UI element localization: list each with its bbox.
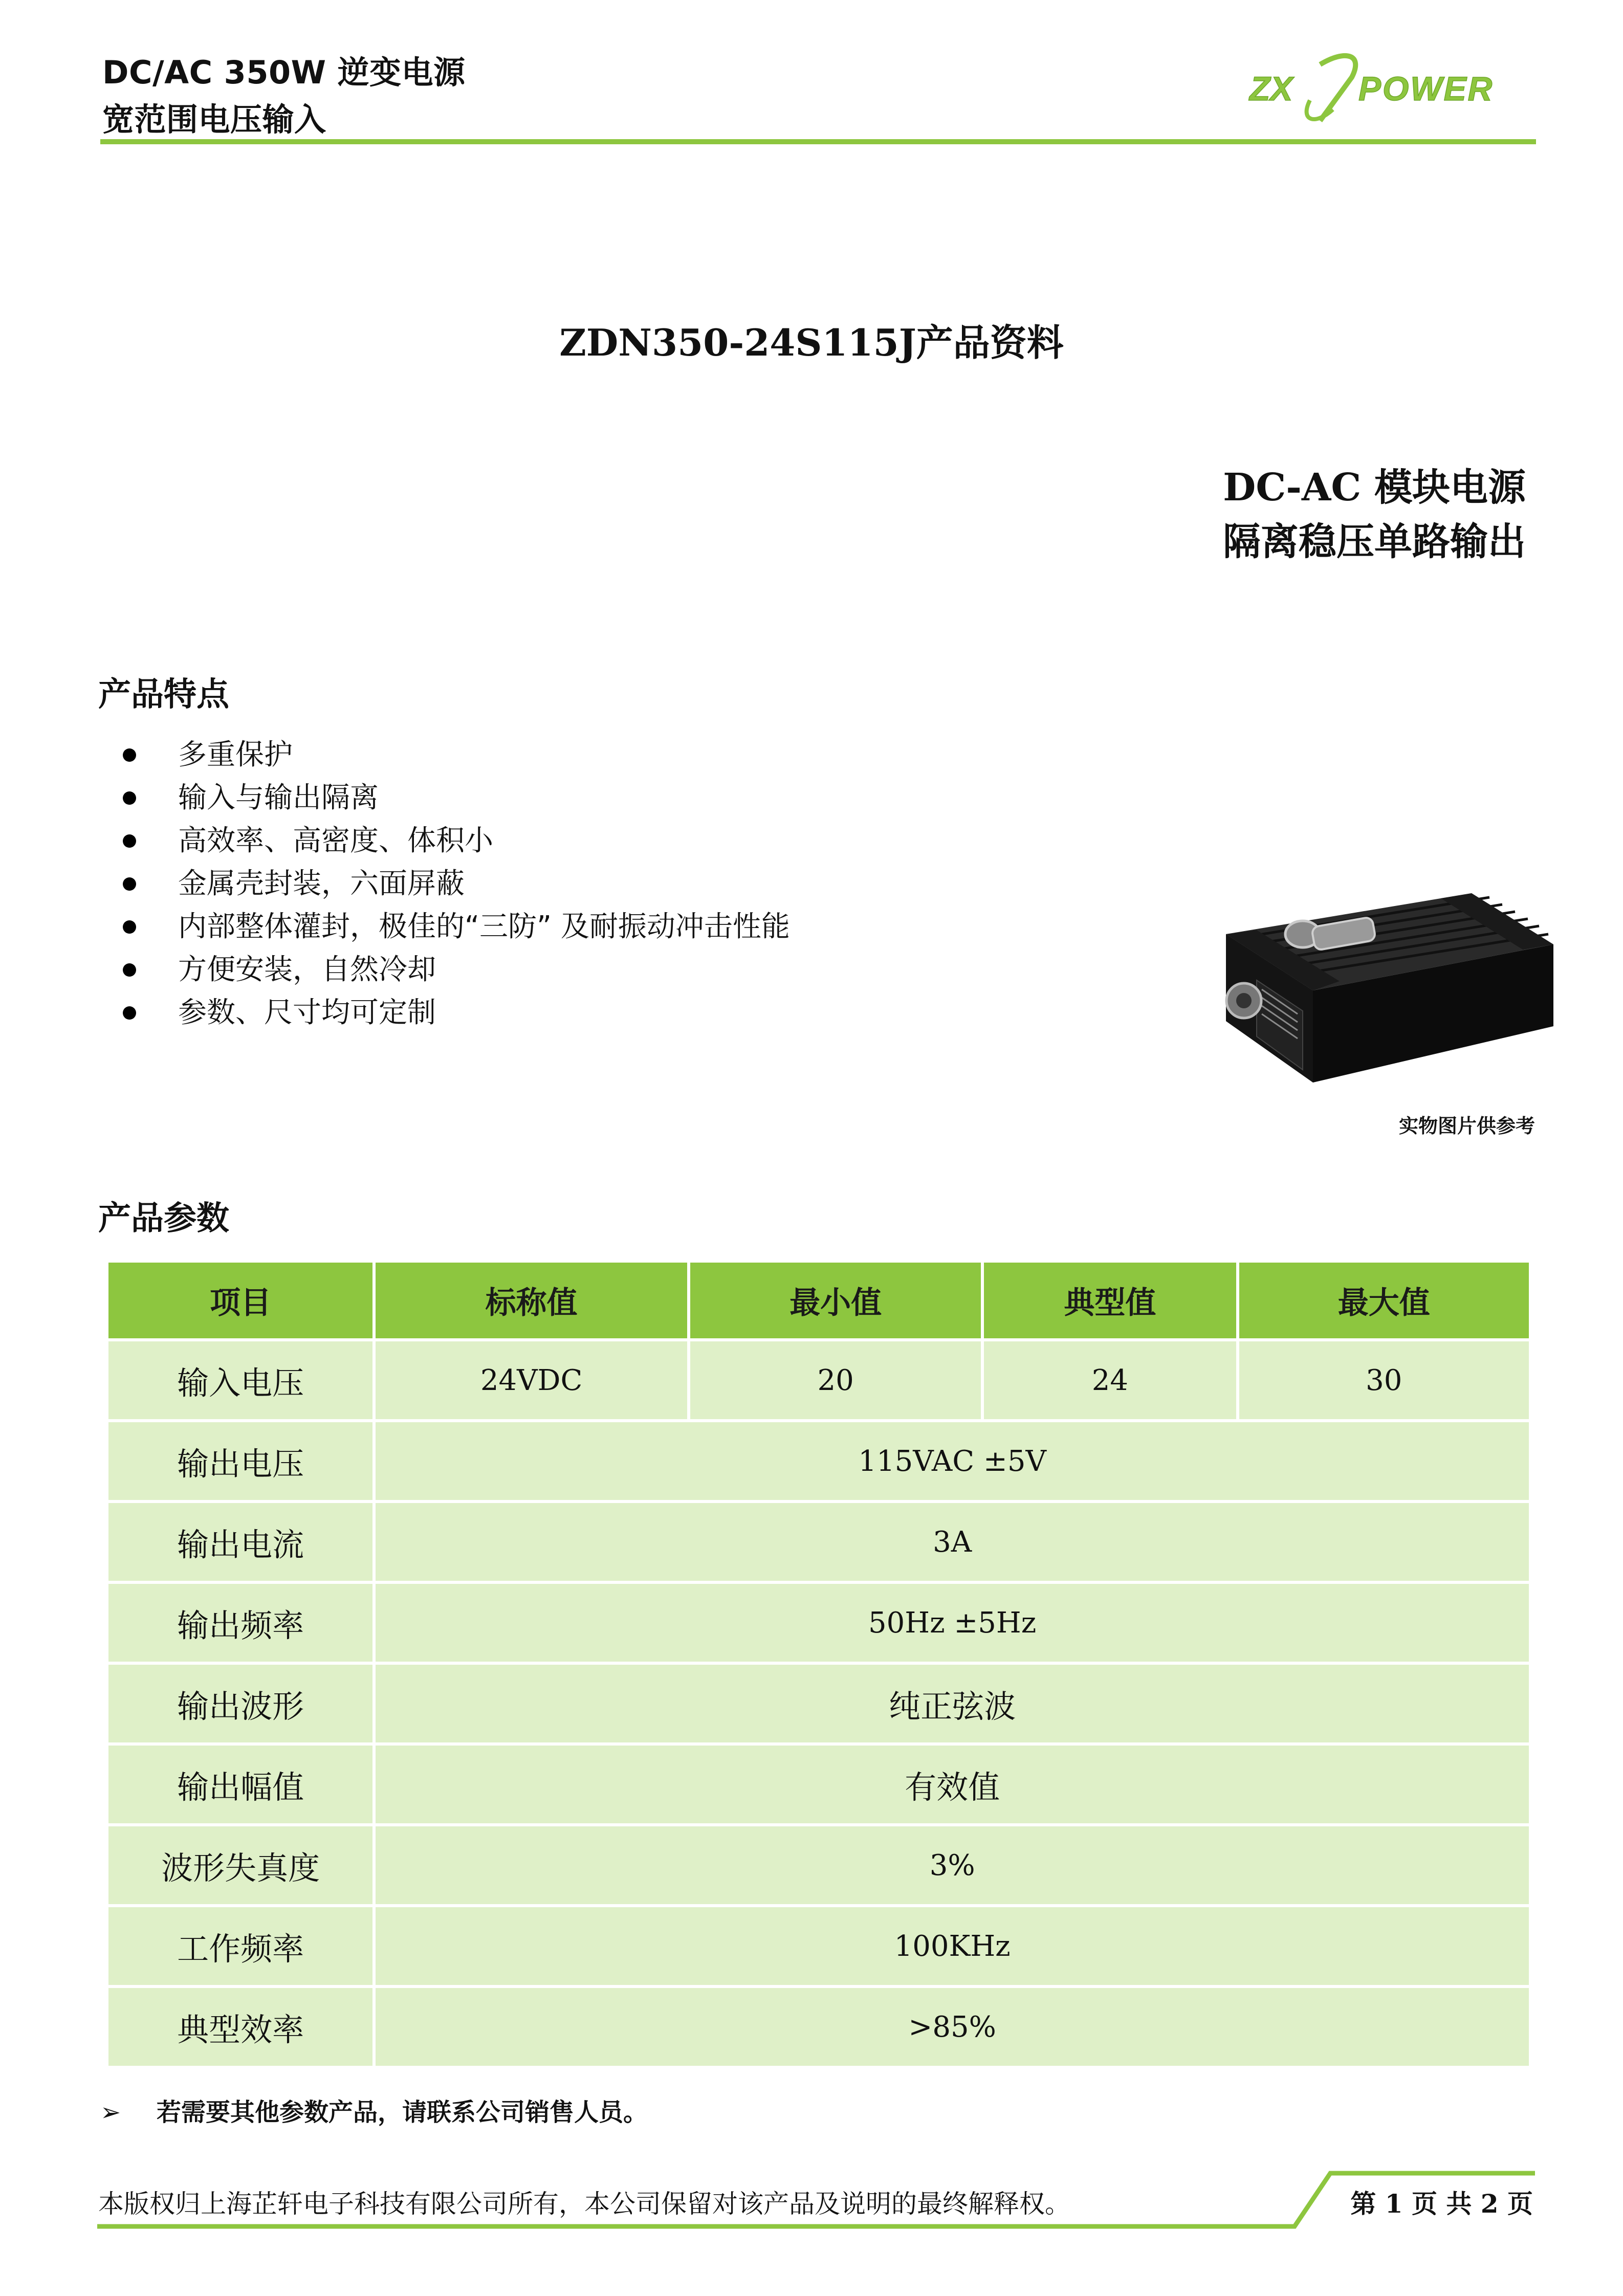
row-label: 输入电压 bbox=[108, 1341, 372, 1419]
row-label: 波形失真度 bbox=[108, 1826, 372, 1904]
header-title-line2: 宽范围电压输入 bbox=[102, 101, 326, 138]
table-row bbox=[108, 1988, 1529, 2066]
row-label: 输出频率 bbox=[108, 1584, 372, 1662]
features-list bbox=[121, 734, 790, 1034]
arrow-bullet-icon: ➢ bbox=[100, 2098, 121, 2127]
cell-nominal: 24VDC bbox=[376, 1341, 687, 1419]
table-row bbox=[108, 1826, 1529, 1904]
bullet-icon bbox=[123, 748, 136, 762]
cell-max: 30 bbox=[1239, 1341, 1529, 1419]
cell-typ: 24 bbox=[984, 1341, 1236, 1419]
row-value: >85% bbox=[376, 1988, 1529, 2066]
table-row bbox=[108, 1422, 1529, 1500]
table-row bbox=[108, 1665, 1529, 1742]
contact-note bbox=[100, 2092, 648, 2128]
col-header-item: 项目 bbox=[108, 1263, 372, 1338]
row-label: 输出电压 bbox=[108, 1422, 372, 1500]
page-number: 第 1 页 共 2 页 bbox=[1350, 2189, 1533, 2219]
features-heading: 产品特点 bbox=[98, 676, 229, 714]
col-header-nominal: 标称值 bbox=[376, 1263, 687, 1338]
row-value: 50Hz ±5Hz bbox=[376, 1584, 1529, 1662]
header-title bbox=[102, 49, 466, 143]
bullet-icon bbox=[123, 877, 136, 891]
col-header-min: 最小值 bbox=[690, 1263, 981, 1338]
col-header-typ: 典型值 bbox=[984, 1263, 1236, 1338]
footer-copyright: 本版权归上海芷轩电子科技有限公司所有，本公司保留对该产品及说明的最终解释权。 bbox=[98, 2189, 1070, 2219]
feature-item bbox=[121, 777, 790, 820]
cell-min: 20 bbox=[690, 1341, 981, 1419]
document-subtitle bbox=[1223, 460, 1526, 569]
document-title: ZDN350-24S115J产品资料 bbox=[559, 321, 1064, 364]
header-title-line1: DC/AC 350W 逆变电源 bbox=[102, 54, 466, 91]
col-header-max: 最大值 bbox=[1239, 1263, 1529, 1338]
row-label: 工作频率 bbox=[108, 1907, 372, 1985]
feature-item bbox=[121, 820, 790, 863]
feature-item bbox=[121, 991, 790, 1034]
table-row bbox=[108, 1341, 1529, 1419]
row-value: 纯正弦波 bbox=[376, 1665, 1529, 1742]
row-value: 有效值 bbox=[376, 1746, 1529, 1823]
photo-caption: 实物图片供参考 bbox=[1398, 1115, 1535, 1137]
bullet-icon bbox=[123, 920, 136, 934]
table-row bbox=[108, 1746, 1529, 1823]
row-value: 115VAC ±5V bbox=[376, 1422, 1529, 1500]
row-label: 输出幅值 bbox=[108, 1746, 372, 1823]
bullet-icon bbox=[123, 834, 136, 848]
row-label: 输出波形 bbox=[108, 1665, 372, 1742]
table-row bbox=[108, 1584, 1529, 1662]
table-header-row bbox=[108, 1263, 1529, 1338]
header-rule bbox=[100, 139, 1536, 144]
note-text: 若需要其他参数产品，请联系公司销售人员。 bbox=[157, 2098, 648, 2127]
feature-text: 金属壳封装，六面屏蔽 bbox=[178, 867, 465, 900]
feature-text: 输入与输出隔离 bbox=[178, 781, 379, 814]
feature-text: 多重保护 bbox=[178, 738, 293, 771]
feature-text: 高效率、高密度、体积小 bbox=[178, 824, 493, 857]
subtitle-line1: DC-AC 模块电源 bbox=[1223, 466, 1526, 510]
bullet-icon bbox=[123, 791, 136, 805]
subtitle-line2: 隔离稳压单路输出 bbox=[1223, 520, 1526, 564]
feature-item bbox=[121, 863, 790, 906]
table-row bbox=[108, 1907, 1529, 1985]
feature-item bbox=[121, 906, 790, 948]
zx-power-logo bbox=[1243, 49, 1530, 126]
logo-text-power: POWER bbox=[1358, 70, 1494, 107]
bullet-icon bbox=[123, 963, 136, 977]
feature-text: 参数、尺寸均可定制 bbox=[178, 996, 436, 1029]
row-label: 输出电流 bbox=[108, 1503, 372, 1581]
feature-text: 方便安装，自然冷却 bbox=[178, 953, 436, 986]
row-label: 典型效率 bbox=[108, 1988, 372, 2066]
row-value: 3A bbox=[376, 1503, 1529, 1581]
row-value: 100KHz bbox=[376, 1907, 1529, 1985]
output-connector-core bbox=[1236, 993, 1252, 1008]
feature-item bbox=[121, 948, 790, 991]
product-photo bbox=[1195, 873, 1574, 1098]
logo-swoosh bbox=[1320, 56, 1355, 121]
bullet-icon bbox=[123, 1006, 136, 1020]
row-value: 3% bbox=[376, 1826, 1529, 1904]
feature-item bbox=[121, 734, 790, 777]
logo-text-zx: ZX bbox=[1249, 70, 1293, 107]
params-heading: 产品参数 bbox=[98, 1200, 229, 1238]
table-row bbox=[108, 1503, 1529, 1581]
params-table bbox=[105, 1260, 1532, 2069]
feature-text: 内部整体灌封，极佳的“三防” 及耐振动冲击性能 bbox=[178, 910, 790, 943]
